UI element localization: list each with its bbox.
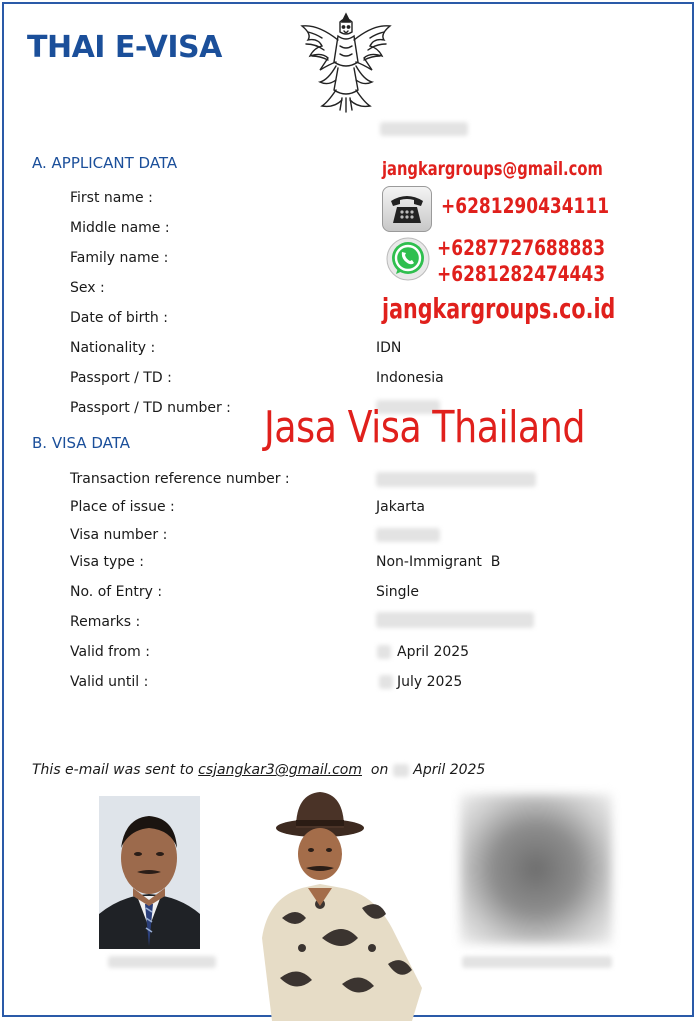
whatsapp-icon: [385, 236, 431, 282]
redacted-valid-from-day: [377, 645, 391, 659]
label-valid-until: Valid until :: [70, 674, 149, 690]
advert-phone-2: +6287727688883: [437, 236, 606, 260]
label-remarks: Remarks :: [70, 614, 141, 630]
advert-website: jangkargroups.co.id: [382, 292, 616, 325]
label-nationality: Nationality :: [70, 340, 156, 356]
label-place-of-issue: Place of issue :: [70, 499, 175, 515]
value-place-of-issue: Jakarta: [376, 499, 425, 515]
label-first-name: First name :: [70, 190, 153, 206]
value-valid-until: July 2025: [397, 674, 463, 690]
redacted-transaction-reference: [376, 472, 536, 487]
qr-code: [460, 794, 612, 944]
label-valid-from: Valid from :: [70, 644, 150, 660]
value-valid-from: April 2025: [397, 644, 470, 660]
redacted-field: [380, 122, 468, 136]
redacted-visa-number: [376, 528, 440, 542]
value-nationality: IDN: [376, 340, 402, 356]
value-no-of-entry: Single: [376, 584, 420, 600]
advert-phone-3: +6281282474443: [437, 262, 606, 286]
email-sent-notice: [32, 762, 485, 778]
garuda-emblem-icon: [298, 10, 394, 114]
label-no-of-entry: No. of Entry :: [70, 584, 163, 600]
label-date-of-birth: Date of birth :: [70, 310, 168, 326]
email-sent-address[interactable]: csjangkar3@gmail.com: [198, 762, 362, 778]
label-visa-type: Visa type :: [70, 554, 144, 570]
agent-photo: [262, 788, 452, 1021]
email-sent-prefix: This e-mail was sent to: [32, 762, 194, 778]
section-visa-data-title: B. VISA DATA: [32, 434, 130, 452]
redacted-valid-until-day: [379, 675, 393, 689]
email-sent-on: on: [370, 762, 389, 778]
label-middle-name: Middle name :: [70, 220, 170, 236]
value-visa-type: Non-Immigrant B: [376, 554, 501, 570]
redacted-sent-day: [393, 764, 409, 777]
value-passport-td: Indonesia: [376, 370, 444, 386]
thai-evisa-logo: THAI E-VISA: [27, 30, 222, 65]
label-transaction-reference: Transaction reference number :: [70, 471, 290, 487]
advert-phone-1: +6281290434111: [441, 194, 610, 218]
telephone-icon: [382, 186, 432, 232]
label-visa-number: Visa number :: [70, 527, 168, 543]
label-passport-number: Passport / TD number :: [70, 400, 231, 416]
email-sent-date: April 2025: [413, 762, 486, 778]
label-sex: Sex :: [70, 280, 105, 296]
applicant-photo: [99, 796, 200, 949]
photo-shadow-1: [108, 956, 216, 968]
photo-shadow-2: [462, 956, 612, 968]
label-family-name: Family name :: [70, 250, 169, 266]
redacted-remarks: [376, 612, 534, 628]
advert-email: jangkargroups@gmail.com: [382, 158, 603, 180]
label-passport-td: Passport / TD :: [70, 370, 172, 386]
advert-watermark: Jasa Visa Thailand: [264, 402, 586, 453]
section-applicant-data-title: A. APPLICANT DATA: [32, 154, 178, 172]
